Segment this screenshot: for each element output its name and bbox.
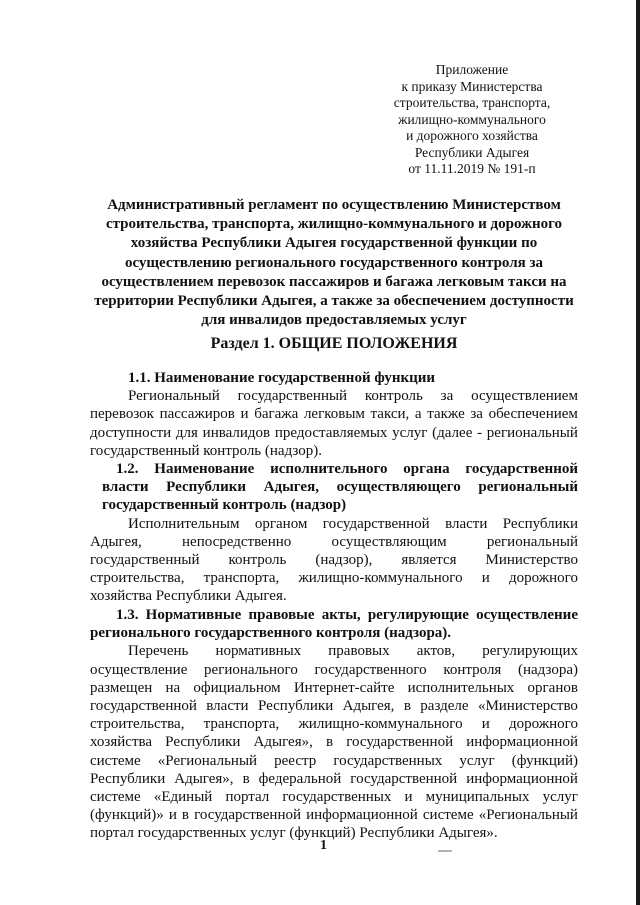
word: дорожного — [509, 570, 578, 587]
word: в — [403, 698, 411, 715]
word: такси, — [370, 406, 410, 423]
word: исполнительных — [407, 679, 515, 696]
word: Республики — [502, 515, 578, 532]
word: жилищно-коммунального — [298, 570, 463, 587]
word: предоставляемых — [274, 424, 388, 441]
title-line: строительства, транспорта, жилищно-коммунального и дорожного — [105, 216, 563, 233]
word: транспорта, — [203, 716, 280, 733]
paragraph-line — [90, 770, 578, 788]
word: и — [404, 789, 413, 806]
subsection-1-2 — [90, 460, 578, 606]
paragraph-line — [90, 387, 578, 405]
word: системе — [422, 807, 474, 824]
appendix-line: к приказу Министерства — [401, 78, 543, 94]
page-number: 1 — [320, 838, 327, 853]
word: государственный — [237, 388, 348, 405]
word: осуществляющим — [331, 533, 447, 550]
word: Адыгея, — [263, 479, 319, 496]
appendix-line: от 11.11.2019 № 191-п — [408, 161, 536, 176]
subsection-heading: 1.1. Наименование государственной функции — [128, 370, 436, 386]
paragraph-line — [90, 661, 578, 679]
word: нормативных — [215, 643, 302, 660]
word: Республики — [90, 770, 166, 787]
word: Интернет-сайте — [293, 679, 395, 696]
section-heading: Раздел 1. ОБЩИЕ ПОЛОЖЕНИЯ — [210, 335, 458, 352]
word: «Региональный — [157, 752, 258, 769]
word: региональный — [478, 479, 578, 496]
word: федеральной — [258, 770, 342, 787]
word: исполнительного — [270, 461, 388, 477]
appendix-line: Республики Адыгея — [414, 144, 530, 160]
paragraph-line — [90, 533, 578, 551]
word: за — [440, 388, 454, 405]
word: государственной — [350, 770, 458, 787]
word: инвалидов — [202, 424, 271, 441]
word: муниципальных — [425, 789, 530, 806]
word: (функций) — [511, 752, 578, 769]
word: регулирующих — [482, 643, 578, 660]
word: строительства, — [90, 570, 185, 587]
subsection-1-1 — [90, 369, 578, 460]
word: «Министерство — [477, 698, 578, 715]
subsection-heading — [90, 460, 578, 478]
subsection-1-3 — [90, 606, 578, 843]
word: Адыгея, — [90, 533, 142, 550]
word: контроля — [443, 661, 502, 678]
appendix-line: строительства, транспорта, — [393, 95, 551, 110]
word: непосредственно — [182, 533, 292, 550]
word: услуг — [392, 424, 428, 441]
paragraph-line — [90, 551, 578, 569]
word: информационной — [466, 770, 578, 787]
word: акты, — [321, 607, 361, 623]
paragraph-line — [90, 697, 578, 715]
word: органом — [254, 515, 308, 532]
appendix-line: Приложение — [435, 62, 509, 77]
word: правовые — [248, 607, 315, 623]
word: Республики — [166, 479, 247, 496]
appendix-block — [372, 62, 572, 178]
paragraph-line — [90, 515, 578, 533]
word: регионального — [204, 661, 298, 678]
paragraph-line: портал государственных услуг (функций) Республики Адыгея». — [90, 825, 498, 842]
word: является — [401, 552, 457, 569]
word: и — [240, 406, 249, 423]
word: Адыгея», — [253, 734, 313, 751]
paragraph-line — [90, 679, 578, 697]
word: реестр — [274, 752, 317, 769]
word: осуществление — [90, 661, 188, 678]
word: осуществлением — [471, 388, 578, 405]
word: регулирующие — [367, 607, 469, 623]
word: услуг — [459, 752, 495, 769]
word: государственной — [346, 734, 454, 751]
word: доступности — [90, 424, 172, 441]
word: информационной — [306, 807, 418, 824]
appendix-line: жилищно-коммунального — [398, 111, 546, 127]
word: власти — [206, 698, 249, 715]
word: государственного — [314, 661, 427, 678]
word: и — [481, 570, 490, 587]
title-line: осуществлению регионального государственного контроля за — [124, 254, 544, 271]
paragraph-line — [90, 788, 578, 806]
word: транспорта, — [203, 570, 280, 587]
word: государственной — [90, 698, 197, 715]
paragraph-line — [90, 569, 578, 587]
title-line: осуществлением перевозок пассажиров и багажа легковым такси на — [101, 273, 567, 290]
word: услуг — [542, 789, 578, 806]
word: осуществляющего — [336, 479, 461, 496]
word: для — [175, 424, 198, 441]
word: контроль — [228, 552, 287, 569]
appendix-line: и дорожного хозяйства — [406, 128, 538, 143]
word: 1.2. — [116, 461, 139, 477]
word: Адыгея, — [342, 698, 395, 715]
word: Нормативные — [145, 607, 242, 623]
word: региональный — [486, 533, 578, 550]
word: системе — [90, 789, 141, 806]
document-title — [90, 196, 578, 330]
word: государственной — [465, 461, 578, 477]
paragraph-line — [90, 642, 578, 660]
title-line: территории Республики Адыгея, а также за обеспечением доступности — [94, 293, 574, 310]
word: жилищно-коммунального — [298, 716, 463, 733]
word: и — [481, 716, 490, 733]
word: власти — [102, 479, 149, 496]
title-line: хозяйства Республики Адыгея государственной функции по — [130, 235, 538, 252]
word: хозяйства — [90, 734, 153, 751]
word: государственных — [333, 752, 443, 769]
word: Исполнительным — [128, 515, 240, 532]
word: государственной — [322, 515, 430, 532]
word: Перечень — [128, 643, 189, 660]
word: в — [181, 807, 190, 824]
word: государственных — [282, 789, 392, 806]
word: Региональный — [128, 388, 220, 405]
word: портал — [225, 789, 270, 806]
word: Адыгея», — [174, 770, 234, 787]
paragraph-line — [90, 752, 578, 770]
word: 1.3. — [116, 607, 139, 623]
word: Республики — [257, 698, 334, 715]
word: и — [168, 807, 177, 824]
subsection-heading: государственный контроль (надзор) — [102, 497, 347, 514]
word: (надзора) — [518, 661, 578, 678]
word: также — [427, 406, 465, 423]
word: актов, — [416, 643, 456, 660]
word: - — [477, 424, 483, 441]
word: (функций)» — [90, 807, 164, 824]
word: разделе — [420, 698, 469, 715]
word: власти — [445, 515, 488, 532]
paragraph-line — [90, 733, 578, 751]
word: государственный — [90, 552, 200, 569]
word: (надзор), — [315, 552, 373, 569]
word: размещен — [90, 679, 153, 696]
word: правовых — [328, 643, 390, 660]
paragraph-line — [90, 715, 578, 733]
word: Министерство — [485, 552, 578, 569]
subsection-heading — [90, 478, 578, 496]
word: строительства, — [90, 716, 185, 733]
word: системе — [90, 752, 141, 769]
subsection-heading — [90, 606, 578, 624]
word: пассажиров — [159, 406, 235, 423]
word: «Единый — [153, 789, 213, 806]
title-line: Административный регламент по осуществлению Министерством — [107, 197, 561, 213]
word: перевозок — [90, 406, 154, 423]
word: а — [414, 406, 422, 423]
paragraph-line — [90, 806, 578, 824]
paragraph-line — [90, 424, 578, 442]
word: в — [242, 770, 250, 787]
word: багажа — [254, 406, 299, 423]
word: за — [470, 406, 483, 423]
paragraph-line — [90, 405, 578, 423]
word: государственной — [194, 807, 301, 824]
word: легковым — [303, 406, 365, 423]
word: осуществление — [476, 607, 578, 623]
subsection-heading: регионального государственного контроля (надзора). — [90, 625, 452, 642]
word: обеспечением — [488, 406, 578, 423]
word: дорожного — [509, 716, 578, 733]
word: информационной — [466, 734, 578, 751]
word: «Региональный — [478, 807, 578, 824]
word: Наименование — [154, 461, 255, 477]
word: органов — [527, 679, 578, 696]
word: региональный — [486, 424, 578, 441]
paragraph-line: государственный контроль (надзор). — [90, 442, 322, 459]
paragraph-line: хозяйства Республики Адыгея. — [90, 588, 287, 605]
word: официальном — [193, 679, 281, 696]
word: контроль — [364, 388, 423, 405]
word: в — [325, 734, 334, 751]
scan-border — [636, 0, 640, 905]
title-line: для инвалидов предоставляемых услуг — [201, 312, 467, 329]
word: (далее — [432, 424, 473, 441]
word: Республики — [165, 734, 241, 751]
scan-artifact — [438, 850, 452, 852]
word: органа — [403, 461, 450, 477]
word: на — [165, 679, 181, 696]
